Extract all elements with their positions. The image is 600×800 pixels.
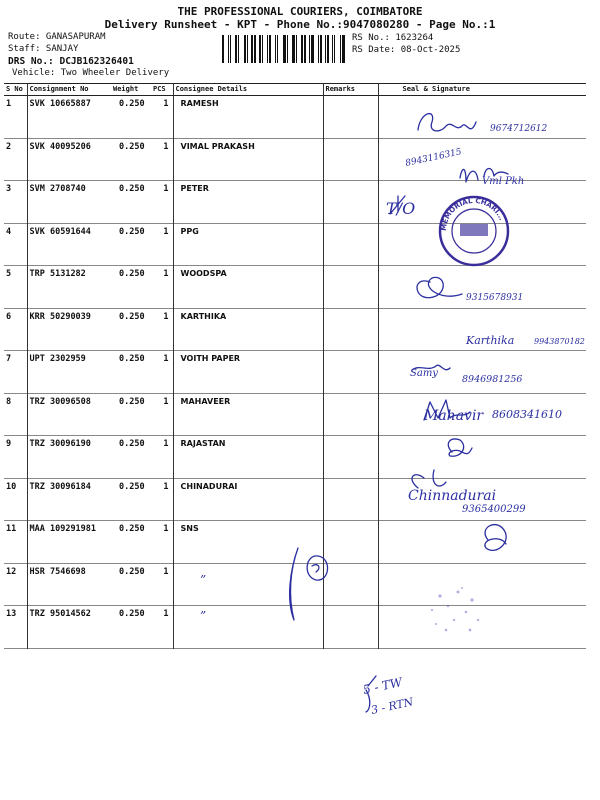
- cell-signature: [378, 606, 586, 649]
- handwritten-note-rtn: 3 - RTN: [369, 695, 415, 717]
- phone-note-1: 9674712612: [490, 124, 548, 134]
- cell-pcs: 1: [151, 563, 173, 606]
- barcode-bar: [320, 35, 322, 63]
- cell-weight: 0.250: [119, 524, 145, 534]
- table-row: [4, 521, 586, 564]
- table-row: [4, 181, 586, 224]
- barcode-bar: [325, 35, 326, 63]
- drs-number: DRS No.: DCJB162326401: [8, 56, 134, 67]
- table-row: [4, 138, 586, 181]
- cell-signature: [378, 393, 586, 436]
- barcode-bar: [251, 35, 253, 63]
- cell-remarks: [323, 181, 378, 224]
- barcode-bar: [230, 35, 231, 63]
- barcode-bar: [340, 35, 341, 63]
- col-header-weight: Weight: [113, 85, 139, 93]
- signature-text-2: Vml Pkh: [482, 176, 525, 187]
- cell-weight: 0.250: [119, 226, 145, 237]
- cell-weight: 0.250: [119, 141, 145, 152]
- cell-signature: [378, 521, 586, 564]
- cell-weight: 0.250: [119, 311, 145, 322]
- cell-remarks: [323, 138, 378, 181]
- cell-signature: [378, 266, 586, 309]
- signature-text-10: Chinnadurai: [408, 488, 497, 504]
- cell-consignment: TRP 5131282: [29, 269, 86, 279]
- cell-weight: 0.250: [119, 396, 145, 407]
- cell-weight: 0.250: [119, 481, 145, 492]
- cell-consignee: RAJASTAN: [173, 436, 323, 479]
- barcode-bar: [262, 35, 263, 63]
- table-header-row: [4, 84, 586, 96]
- cell-pcs: 1: [151, 266, 173, 309]
- cell-remarks: [323, 478, 378, 521]
- col-header-signature: Seal & Signature: [402, 85, 470, 93]
- cell-pcs: 1: [151, 478, 173, 521]
- cell-remarks: [323, 606, 378, 649]
- cell-weight: 0.250: [119, 566, 145, 577]
- svg-text:MEMORIAL CHARI...: MEMORIAL CHARI...: [439, 196, 506, 232]
- cell-pcs: 1: [151, 606, 173, 649]
- cell-remarks: [323, 436, 378, 479]
- col-header-pcs: PCS: [151, 84, 173, 96]
- cell-consignee: SNS: [173, 521, 323, 564]
- barcode-bar: [318, 35, 319, 63]
- phone-note-6: 9943870182: [534, 337, 585, 346]
- cell-signature: [378, 96, 586, 139]
- cell-remarks: [323, 563, 378, 606]
- cell-consignment: SVK 40095206: [29, 141, 91, 152]
- barcode-bar: [222, 35, 224, 63]
- cell-pcs: 1: [151, 96, 173, 139]
- cell-sno: 6: [4, 308, 27, 351]
- cell-consignment: TRZ 30096190: [29, 439, 91, 449]
- ditto-mark-13: ”: [200, 609, 207, 623]
- barcode-bar: [283, 35, 286, 63]
- cell-remarks: [323, 351, 378, 394]
- cell-sno: 13: [4, 606, 27, 649]
- barcode-bar: [342, 35, 345, 63]
- cell-sno: 2: [4, 138, 27, 181]
- cell-pcs: 1: [151, 521, 173, 564]
- cell-consignee: KARTHIKA: [173, 308, 323, 351]
- cell-sno: 8: [4, 393, 27, 436]
- cell-consignee: MAHAVEER: [173, 393, 323, 436]
- cell-consignee: [173, 606, 323, 649]
- cell-consignee: PETER: [173, 181, 323, 224]
- cell-pcs: 1: [151, 223, 173, 266]
- barcode-bar: [267, 35, 268, 63]
- cell-remarks: [323, 521, 378, 564]
- barcode-bar: [238, 35, 239, 63]
- cell-sno: 7: [4, 351, 27, 394]
- barcode-bar: [259, 35, 261, 63]
- col-header-consignee: Consignee Details: [173, 84, 323, 96]
- cell-consignment: TRZ 30096508: [29, 396, 91, 407]
- cell-remarks: [323, 393, 378, 436]
- cell-consignment: SVK 60591644: [29, 226, 91, 237]
- barcode-bar: [277, 35, 278, 63]
- phone-note-8: 8608341610: [492, 408, 562, 421]
- ditto-mark-12: ”: [200, 573, 207, 587]
- signature-text-7: Samy: [410, 368, 438, 379]
- table-row: [4, 351, 586, 394]
- cell-sno: 3: [4, 181, 27, 224]
- barcode-bar: [296, 35, 297, 63]
- cell-sno: 4: [4, 223, 27, 266]
- cell-weight: 0.250: [119, 99, 145, 109]
- cell-sno: 9: [4, 436, 27, 479]
- cell-signature: [378, 138, 586, 181]
- phone-note-10: 9365400299: [462, 504, 526, 515]
- note-arrow: [366, 676, 376, 712]
- cell-signature: [378, 436, 586, 479]
- cell-remarks: [323, 266, 378, 309]
- cell-signature: [378, 478, 586, 521]
- cell-consignment: SVK 10665887: [29, 99, 91, 109]
- cell-consignee: VOITH PAPER: [173, 351, 323, 394]
- cell-pcs: 1: [151, 138, 173, 181]
- rs-number: RS No.: 1623264: [352, 33, 434, 43]
- barcode-bar: [275, 35, 276, 63]
- cell-pcs: 1: [151, 393, 173, 436]
- cell-remarks: [323, 308, 378, 351]
- cell-weight: 0.250: [119, 439, 145, 449]
- phone-note-5: 9315678931: [466, 293, 524, 303]
- table-row: [4, 96, 586, 139]
- handwritten-note-tw: 5 - TW: [361, 674, 404, 697]
- cell-consignee: VIMAL PRAKASH: [173, 138, 323, 181]
- barcode-bar: [235, 35, 237, 63]
- staff-label: Staff: SANJAY: [8, 44, 79, 54]
- cell-signature: [378, 223, 586, 266]
- table-row: [4, 436, 586, 479]
- cell-consignment: KRR 50290039: [29, 311, 91, 322]
- signature-text-3: T/O: [386, 199, 416, 218]
- barcode-bar: [292, 35, 295, 63]
- cell-sno: 12: [4, 563, 27, 606]
- cell-pcs: 1: [151, 351, 173, 394]
- barcode-bar: [332, 35, 333, 63]
- runsheet-table: [4, 83, 586, 649]
- table-row: [4, 266, 586, 309]
- phone-note-7: 8946981256: [462, 374, 523, 385]
- table-row: [4, 308, 586, 351]
- cell-weight: 0.250: [119, 354, 145, 364]
- phone-note-2: 8943116315: [404, 147, 463, 169]
- cell-consignment: TRZ 95014562: [29, 609, 91, 619]
- col-header-remarks: Remarks: [323, 84, 378, 96]
- table-row: [4, 606, 586, 649]
- cell-signature: [378, 351, 586, 394]
- cell-weight: 0.250: [119, 184, 145, 194]
- cell-remarks: [323, 96, 378, 139]
- cell-consignee: WOODSPA: [173, 266, 323, 309]
- barcode-bar: [334, 35, 335, 63]
- cell-pcs: 1: [151, 181, 173, 224]
- table-row: [4, 478, 586, 521]
- cell-sno: 5: [4, 266, 27, 309]
- cell-pcs: 1: [151, 308, 173, 351]
- cell-consignment: UPT 2302959: [29, 354, 86, 364]
- cell-signature: [378, 181, 586, 224]
- rs-date: RS Date: 08-Oct-2025: [352, 45, 461, 55]
- table-row: [4, 393, 586, 436]
- barcode-bar: [244, 35, 246, 63]
- cell-consignee: RAMESH: [173, 96, 323, 139]
- cell-signature: [378, 563, 586, 606]
- cell-consignee: CHINADURAI: [173, 478, 323, 521]
- barcode-bar: [228, 35, 229, 63]
- barcode-bar: [269, 35, 271, 63]
- barcode-bar: [327, 35, 329, 63]
- cell-signature: [378, 308, 586, 351]
- cell-remarks: [323, 223, 378, 266]
- signature-text-6: Karthika: [466, 334, 515, 347]
- company-title: THE PROFESSIONAL COURIERS, COIMBATORE: [177, 5, 423, 18]
- barcode-bar: [304, 35, 306, 63]
- barcode-bar: [287, 35, 288, 63]
- cell-consignment: MAA 109291981: [29, 524, 97, 534]
- cell-weight: 0.250: [119, 269, 145, 279]
- barcode-bar: [309, 35, 310, 63]
- col-header-sno: S No: [4, 84, 27, 96]
- col-header-consignment: Consignment No: [29, 85, 89, 93]
- barcode-bar: [311, 35, 314, 63]
- runsheet-title: Delivery Runsheet - KPT - Phone No.:9047080280 - Page No.:1: [104, 18, 496, 31]
- barcode-bar: [301, 35, 303, 63]
- vehicle-label: Vehicle: Two Wheeler Delivery: [12, 68, 170, 78]
- signature-text-8: Mahavir: [424, 408, 484, 424]
- cell-weight: 0.250: [119, 609, 145, 619]
- table-row: [4, 223, 586, 266]
- barcode-icon: [222, 35, 348, 63]
- cell-consignee: PPG: [173, 223, 323, 266]
- cell-consignee: [173, 563, 323, 606]
- barcode-bar: [247, 35, 248, 63]
- cell-consignment: SVM 2708740: [29, 184, 86, 194]
- cell-sno: 10: [4, 478, 27, 521]
- cell-sno: 11: [4, 521, 27, 564]
- table-row: [4, 563, 586, 606]
- cell-consignment: TRZ 30096184: [29, 481, 91, 492]
- cell-consignment: HSR 7546698: [29, 566, 86, 577]
- cell-pcs: 1: [151, 436, 173, 479]
- cell-sno: 1: [4, 96, 27, 139]
- route-label: Route: GANASAPURAM: [8, 32, 106, 42]
- barcode-bar: [254, 35, 256, 63]
